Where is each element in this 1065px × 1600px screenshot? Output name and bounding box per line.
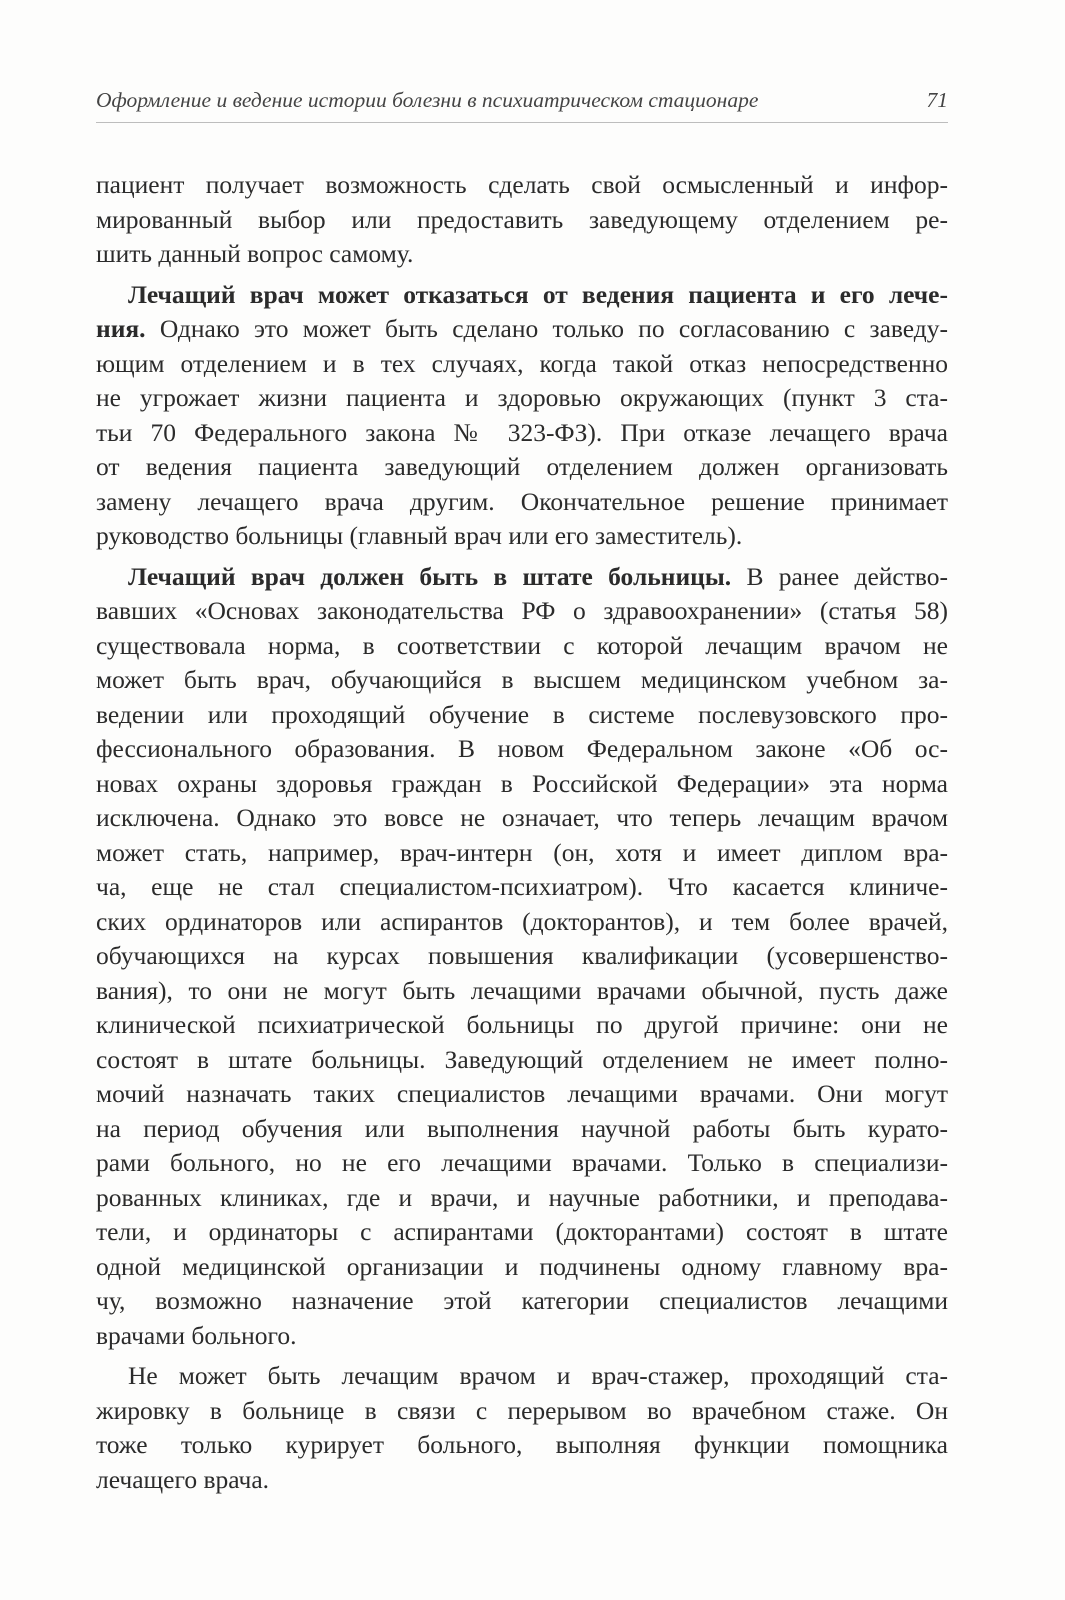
text-line: не угрожает жизни пациента и здоровью окружающих (пункт 3 ста- xyxy=(96,383,948,412)
text-line: от ведения пациента заведующий отделением должен организовать xyxy=(96,452,948,481)
text-line: ча, еще не стал специалистом-психиатром). Что касается клиниче- xyxy=(96,872,948,901)
running-head xyxy=(96,88,948,123)
text-line: может быть врач, обучающийся в высшем медицинском учебном за- xyxy=(96,665,948,694)
text-line: шить данный вопрос самому. xyxy=(96,239,414,268)
text-line: состоят в штате больницы. Заведующий отделением не имеет полно- xyxy=(96,1044,948,1074)
text-line: существовала норма, в соответствии с которой лечащим врачом не xyxy=(96,630,948,660)
paragraph-1 xyxy=(96,168,948,272)
text-line: рованных клиниках, где и врачи, и научные работники, и преподава- xyxy=(96,1182,948,1212)
text-line: тьи 70 Федерального закона № 323-ФЗ). При отказе лечащего врача xyxy=(96,417,948,447)
text-line: тели, и ординаторы с аспирантами (докторантами) состоят в штате xyxy=(96,1217,948,1246)
page-number: 71 xyxy=(926,88,948,112)
text-line: на период обучения или выполнения научной работы быть курато- xyxy=(96,1113,948,1143)
text-line: может стать, например, врач-интерн (он, хотя и имеет диплом вра- xyxy=(96,837,948,867)
text-line: клинической психиатрической больницы по другой причине: они не xyxy=(96,1010,948,1039)
text-line: фессионального образования. В новом Федеральном законе «Об ос- xyxy=(96,734,948,763)
paragraph-3 xyxy=(96,560,948,1354)
text-line: обучающихся на курсах повышения квалификации (усовершенство- xyxy=(96,941,948,970)
text-line: лечащего врача. xyxy=(96,1464,270,1494)
text-line: врачами больного. xyxy=(96,1320,297,1350)
text-line: исключена. Однако это вовсе не означает, что теперь лечащим врачом xyxy=(96,803,948,832)
text-line: Не может быть лечащим врачом и врач-стажер, проходящий ста- xyxy=(128,1361,948,1390)
text-line: одной медицинской организации и подчинены одному главному вра- xyxy=(96,1251,948,1281)
text-line: ских ординаторов или аспирантов (докторантов), и тем более врачей, xyxy=(96,906,948,936)
paragraph-2 xyxy=(96,278,948,554)
text-line: жировку в больнице в связи с перерывом во врачебном стаже. Он xyxy=(96,1395,948,1425)
text-line: тоже только курирует больного, выполняя функции помощника xyxy=(96,1430,948,1459)
text-line: мированный выбор или предоставить заведующему отделением ре- xyxy=(96,204,948,234)
text-line: мочий назначать таких специалистов лечащими врачами. Они могут xyxy=(96,1079,948,1108)
text-line: замену лечащего врача другим. Окончательное решение принимает xyxy=(96,486,948,516)
text-line: руководство больницы (главный врач или его заместитель). xyxy=(96,521,743,550)
text-line: чу, возможно назначение этой категории специалистов лечащими xyxy=(96,1286,948,1315)
text-line: вания), то они не могут быть лечащими врачами обычной, пусть даже xyxy=(96,975,948,1005)
text-line: пациент получает возможность сделать свой осмысленный и инфор- xyxy=(96,170,948,199)
body-text xyxy=(96,168,948,1497)
text-line: ведении или проходящий обучение в системе послевузовского про- xyxy=(96,699,948,729)
running-title: Оформление и ведение истории болезни в психиатрическом стационаре xyxy=(96,88,759,112)
text-run: В ранее действо- xyxy=(731,561,948,591)
text-line: рами больного, но не его лечащими врачами. Только в специализи- xyxy=(96,1148,948,1177)
text-run: Однако это может быть сделано только по согласованию с заведу- xyxy=(145,314,948,343)
bold-lead-end: ния. xyxy=(96,314,146,343)
text-line: вавших «Основах законодательства РФ о здравоохранении» (статья 58) xyxy=(96,596,948,625)
bold-lead-line: Лечащий врач может отказаться от ведения пациента и его лече- xyxy=(128,279,948,309)
paragraph-4 xyxy=(96,1359,948,1497)
text-line xyxy=(96,560,948,595)
text-line xyxy=(96,312,948,347)
text-line: ющим отделением и в тех случаях, когда такой отказ непосредственно xyxy=(96,348,948,378)
bold-lead: Лечащий врач должен быть в штате больницы. xyxy=(128,561,732,591)
text-line: новах охраны здоровья граждан в Российской Федерации» эта норма xyxy=(96,768,948,798)
